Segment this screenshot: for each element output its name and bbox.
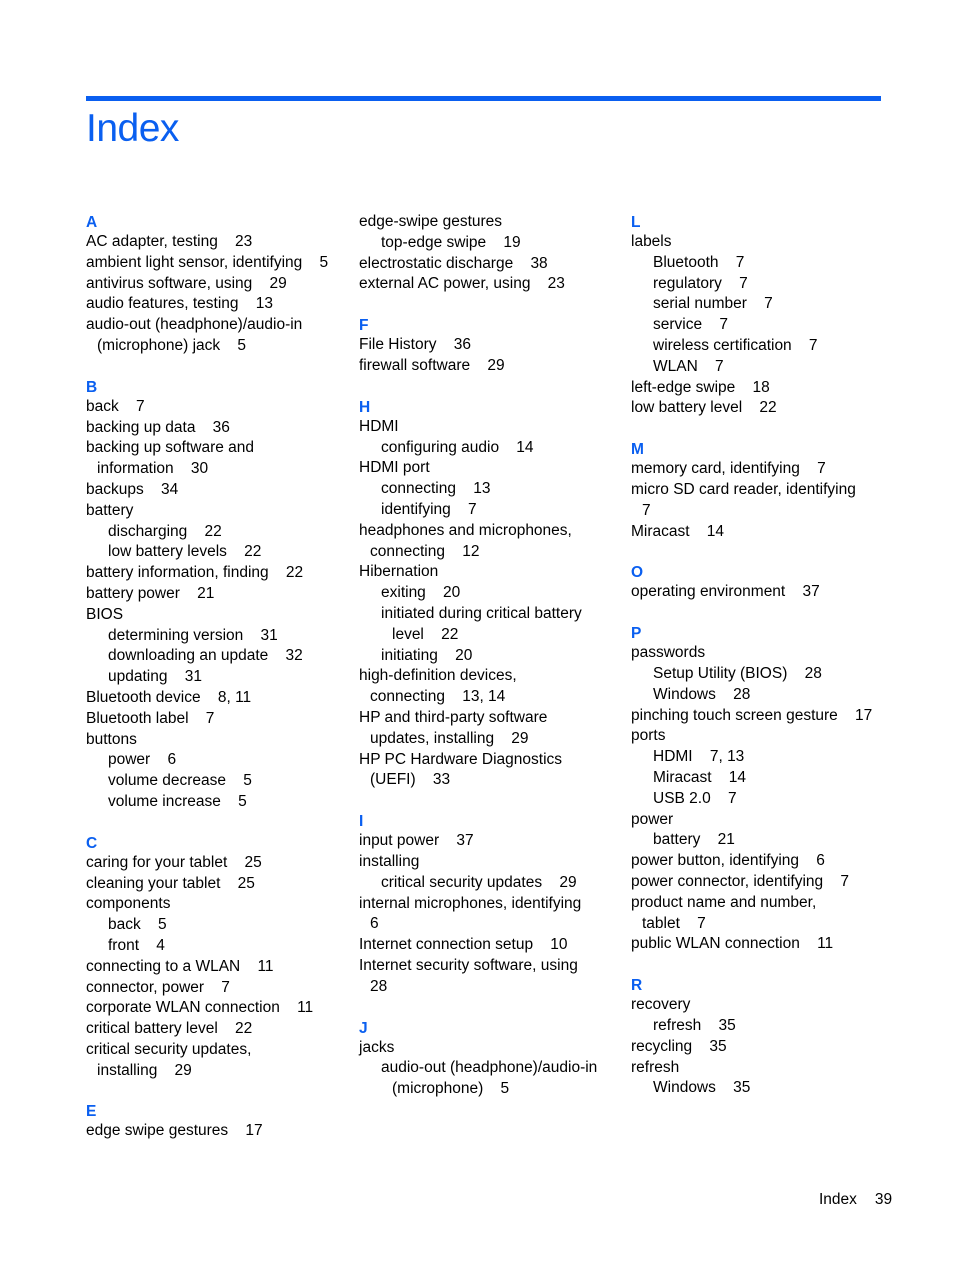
index-entry: micro SD card reader, identifying — [631, 480, 856, 498]
index-subentry: updating 31 — [108, 668, 202, 686]
index-group — [631, 439, 893, 542]
index-entry: installing — [359, 852, 420, 870]
index-entry: high-definition devices, — [359, 667, 517, 685]
index-group — [631, 623, 893, 955]
index-entry: HDMI — [359, 417, 399, 435]
index-subentry: downloading an update 32 — [108, 647, 303, 665]
index-entry: recovery — [631, 996, 691, 1014]
index-subentry: top-edge swipe 19 — [381, 233, 521, 251]
index-entry: buttons — [86, 730, 137, 748]
index-entry: firewall software 29 — [359, 356, 505, 374]
index-entry: connecting to a WLAN 11 — [86, 957, 274, 975]
index-subentry: level 22 — [392, 625, 459, 643]
index-letter-heading: I — [359, 813, 364, 831]
index-subentry: audio-out (headphone)/audio-in — [381, 1059, 598, 1077]
index-entry: power button, identifying 6 — [631, 852, 825, 870]
index-entry: product name and number, — [631, 893, 817, 911]
index-subentry: USB 2.0 7 — [653, 789, 737, 807]
index-entry: caring for your tablet 25 — [86, 853, 262, 871]
index-entry: cleaning your tablet 25 — [86, 874, 255, 892]
index-entry: (UEFI) 33 — [370, 771, 451, 789]
index-column-1 — [86, 212, 348, 1162]
index-entry: jacks — [359, 1038, 395, 1056]
index-entry: information 30 — [97, 460, 209, 478]
index-entry: headphones and microphones, — [359, 521, 572, 539]
index-subentry: identifying 7 — [381, 500, 477, 518]
index-group — [359, 1018, 621, 1100]
index-group — [631, 562, 893, 603]
index-entry: 6 — [370, 915, 379, 933]
index-subentry: volume decrease 5 — [108, 772, 252, 790]
index-entry: backing up software and — [86, 439, 255, 457]
index-letter-heading: E — [86, 1103, 97, 1121]
index-entry: battery — [86, 501, 134, 519]
index-entry: pinching touch screen gesture 17 — [631, 706, 873, 724]
index-entry: HP and third-party software — [359, 708, 548, 726]
index-column-3 — [631, 212, 893, 1119]
index-entry: connecting 12 — [370, 542, 480, 560]
index-entry: backups 34 — [86, 480, 179, 498]
index-subentry: back 5 — [108, 916, 167, 934]
index-letter-heading: B — [86, 378, 98, 396]
index-entry: operating environment 37 — [631, 583, 820, 601]
index-entry: critical battery level 22 — [86, 1020, 253, 1038]
index-entry: power connector, identifying 7 — [631, 872, 849, 890]
index-group — [359, 811, 621, 997]
index-subentry: wireless certification 7 — [653, 336, 818, 354]
index-subentry: low battery levels 22 — [108, 543, 262, 561]
index-subentry: battery 21 — [653, 831, 735, 849]
index-subentry: (microphone) 5 — [392, 1080, 510, 1098]
index-entry: edge swipe gestures 17 — [86, 1122, 263, 1140]
index-subentry: Windows 35 — [653, 1079, 751, 1097]
index-subentry: front 4 — [108, 936, 165, 954]
index-entry: battery information, finding 22 — [86, 564, 304, 582]
index-subentry: Miracast 14 — [653, 768, 747, 786]
index-entry: ports — [631, 727, 666, 745]
index-letter-heading: L — [631, 214, 641, 231]
index-subentry: Setup Utility (BIOS) 28 — [653, 664, 822, 682]
index-entry: components — [86, 895, 171, 913]
index-group — [359, 315, 621, 377]
index-subentry: HDMI 7, 13 — [653, 748, 745, 766]
index-entry: external AC power, using 23 — [359, 275, 565, 293]
index-subentry: refresh 35 — [653, 1016, 736, 1034]
header-rule — [86, 96, 881, 101]
index-subentry: service 7 — [653, 316, 728, 334]
index-entry: labels — [631, 233, 672, 250]
index-subentry: power 6 — [108, 751, 177, 769]
index-entry: HP PC Hardware Diagnostics — [359, 750, 563, 768]
footer-page-number: 39 — [874, 1191, 893, 1208]
index-subentry: connecting 13 — [381, 480, 491, 498]
index-entry: back 7 — [86, 397, 145, 415]
index-group — [86, 1101, 348, 1142]
index-entry: BIOS — [86, 605, 124, 623]
index-group — [359, 397, 621, 791]
index-group — [86, 833, 348, 1082]
index-subentry: Windows 28 — [653, 685, 751, 703]
index-letter-heading: C — [86, 834, 98, 852]
index-entry: backing up data 36 — [86, 418, 230, 436]
index-entry: power — [631, 810, 674, 828]
index-subentry: configuring audio 14 — [381, 438, 534, 456]
index-letter-heading: R — [631, 977, 643, 995]
index-subentry: exiting 20 — [381, 584, 461, 602]
index-group — [631, 212, 893, 419]
index-letter-heading: H — [359, 398, 371, 416]
index-entry: updates, installing 29 — [370, 729, 529, 747]
index-entry: Miracast 14 — [631, 522, 725, 540]
index-entry: passwords — [631, 644, 706, 662]
index-entry: 7 — [642, 501, 651, 519]
index-entry: low battery level 22 — [631, 399, 777, 417]
index-entry: 28 — [370, 977, 388, 995]
index-subentry: determining version 31 — [108, 626, 278, 644]
index-entry: public WLAN connection 11 — [631, 935, 834, 953]
index-entry: AC adapter, testing 23 — [86, 233, 253, 250]
index-subentry: initiated during critical battery — [381, 604, 582, 622]
index-entry: electrostatic discharge 38 — [359, 254, 548, 272]
index-entry: audio-out (headphone)/audio-in — [86, 316, 303, 334]
index-group — [86, 377, 348, 813]
index-letter-heading: P — [631, 625, 642, 643]
index-subentry: regulatory 7 — [653, 274, 748, 292]
index-entry: Internet connection setup 10 — [359, 936, 568, 954]
index-entry: installing 29 — [97, 1061, 192, 1079]
index-entry: internal microphones, identifying — [359, 894, 582, 912]
index-subentry: serial number 7 — [653, 295, 773, 313]
index-entry: connector, power 7 — [86, 978, 230, 996]
index-group — [359, 212, 621, 295]
index-letter-heading: F — [359, 317, 369, 335]
index-subentry: Bluetooth 7 — [653, 253, 745, 271]
index-entry: audio features, testing 13 — [86, 295, 273, 313]
index-entry: ambient light sensor, identifying 5 — [86, 253, 329, 271]
index-entry: Internet security software, using — [359, 956, 578, 974]
index-subentry: discharging 22 — [108, 522, 222, 540]
index-entry: corporate WLAN connection 11 — [86, 999, 314, 1017]
index-entry: antivirus software, using 29 — [86, 274, 287, 292]
index-entry: HDMI port — [359, 459, 430, 477]
index-letter-heading: M — [631, 441, 644, 459]
index-letter-heading: A — [86, 214, 98, 231]
index-entry: refresh — [631, 1058, 680, 1076]
index-entry: File History 36 — [359, 336, 471, 354]
footer-section-label: Index — [819, 1191, 857, 1208]
index-group — [631, 975, 893, 1099]
index-entry: memory card, identifying 7 — [631, 460, 826, 478]
index-entry: edge-swipe gestures — [359, 213, 503, 230]
index-entry: Bluetooth device 8, 11 — [86, 688, 252, 706]
index-entry: Bluetooth label 7 — [86, 709, 215, 727]
index-entry: tablet 7 — [642, 914, 706, 932]
page-title: Index — [86, 107, 179, 150]
index-subentry: WLAN 7 — [653, 357, 724, 375]
index-entry: input power 37 — [359, 832, 474, 850]
index-entry: (microphone) jack 5 — [97, 336, 247, 354]
index-subentry: initiating 20 — [381, 646, 473, 664]
index-subentry: critical security updates 29 — [381, 873, 577, 891]
index-letter-heading: O — [631, 564, 644, 582]
index-group — [86, 212, 348, 357]
index-column-2 — [359, 212, 621, 1120]
index-letter-heading: J — [359, 1019, 368, 1037]
index-subentry: volume increase 5 — [108, 792, 247, 810]
index-entry: battery power 21 — [86, 584, 215, 602]
index-entry: Hibernation — [359, 563, 439, 581]
index-entry: critical security updates, — [86, 1040, 252, 1058]
page-footer — [819, 1190, 892, 1210]
index-entry: connecting 13, 14 — [370, 688, 506, 706]
index-entry: left-edge swipe 18 — [631, 378, 770, 396]
index-entry: recycling 35 — [631, 1037, 727, 1055]
